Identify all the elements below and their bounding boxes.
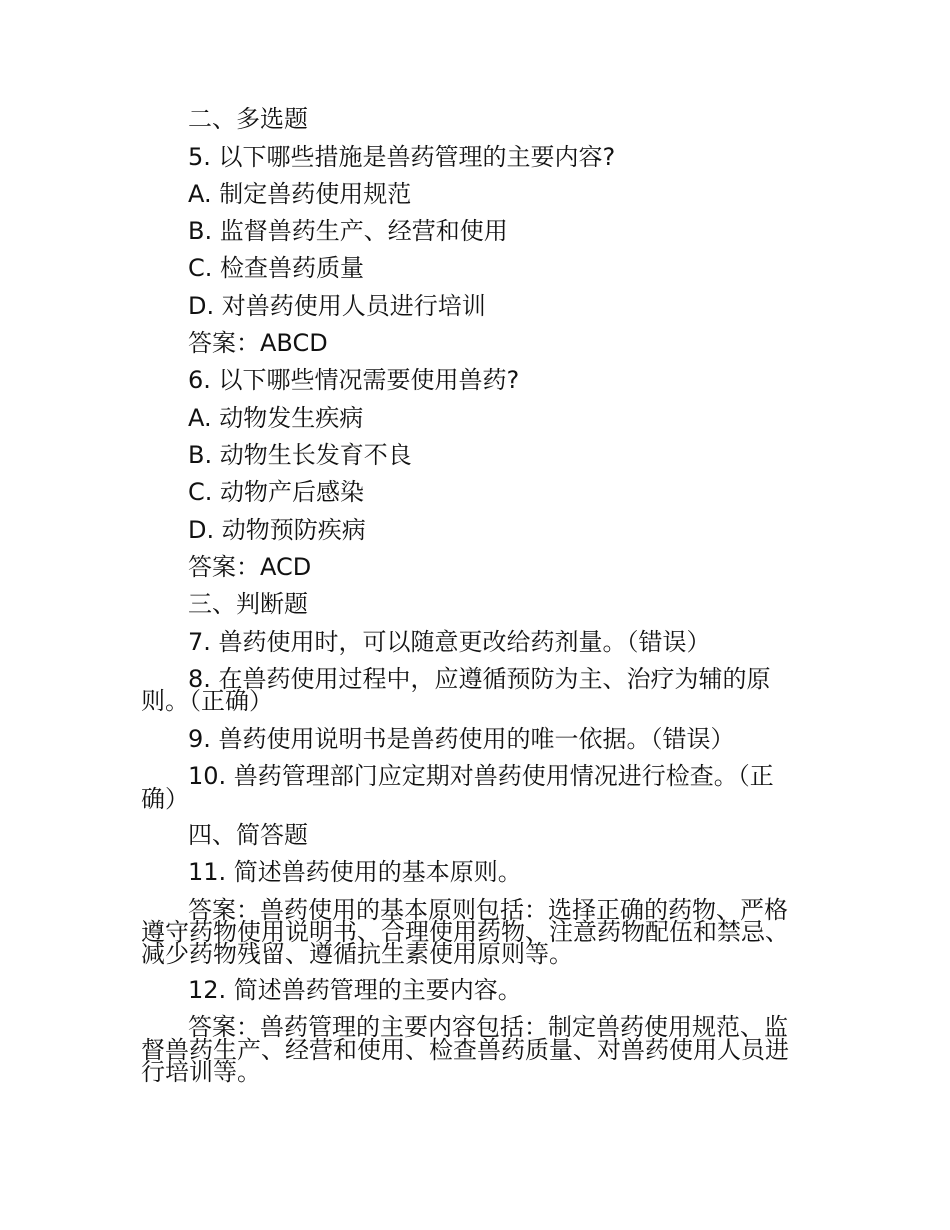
question-11: 11. 简述兽药使用的基本原则。: [188, 858, 522, 886]
q11-answer-line-2: 遵守药物使用说明书、合理使用药物、注意药物配伍和禁忌、: [141, 918, 789, 946]
q5-answer: 答案：ABCD: [188, 329, 328, 357]
q12-answer-line-3: 行培训等。: [141, 1058, 261, 1086]
q11-answer-line-1: 答案：兽药使用的基本原则包括：选择正确的药物、严格: [188, 896, 788, 924]
q5-option-c: C. 检查兽药质量: [188, 254, 365, 282]
question-10-line-2: 确）: [141, 785, 189, 813]
q5-option-a: A. 制定兽药使用规范: [188, 180, 412, 208]
q6-option-b: B. 动物生长发育不良: [188, 441, 412, 469]
q11-answer-line-3: 减少药物残留、遵循抗生素使用原则等。: [141, 940, 573, 968]
section-heading-multi-choice: 二、多选题: [188, 105, 308, 133]
question-6: 6. 以下哪些情况需要使用兽药?: [188, 366, 520, 394]
q6-option-a: A. 动物发生疾病: [188, 404, 364, 432]
q6-answer: 答案：ACD: [188, 553, 312, 581]
q5-option-d: D. 对兽药使用人员进行培训: [188, 292, 486, 320]
q6-option-d: D. 动物预防疾病: [188, 516, 366, 544]
question-7: 7. 兽药使用时，可以随意更改给药剂量。（错误）: [188, 628, 711, 656]
question-12: 12. 简述兽药管理的主要内容。: [188, 976, 522, 1004]
question-10-line-1: 10. 兽药管理部门应定期对兽药使用情况进行检查。（正: [188, 762, 774, 790]
q6-option-c: C. 动物产后感染: [188, 478, 365, 506]
section-heading-judgment: 三、判断题: [188, 590, 308, 618]
q12-answer-line-1: 答案：兽药管理的主要内容包括：制定兽药使用规范、监: [188, 1013, 788, 1041]
section-heading-short-answer: 四、简答题: [188, 821, 308, 849]
question-8-line-2: 则。（正确）: [141, 687, 273, 715]
question-9: 9. 兽药使用说明书是兽药使用的唯一依据。（错误）: [188, 725, 735, 753]
question-8-line-1: 8. 在兽药使用过程中，应遵循预防为主、治疗为辅的原: [188, 665, 771, 693]
q12-answer-line-2: 督兽药生产、经营和使用、检查兽药质量、对兽药使用人员进: [141, 1036, 789, 1064]
q5-option-b: B. 监督兽药生产、经营和使用: [188, 217, 508, 245]
question-5: 5. 以下哪些措施是兽药管理的主要内容?: [188, 143, 616, 171]
